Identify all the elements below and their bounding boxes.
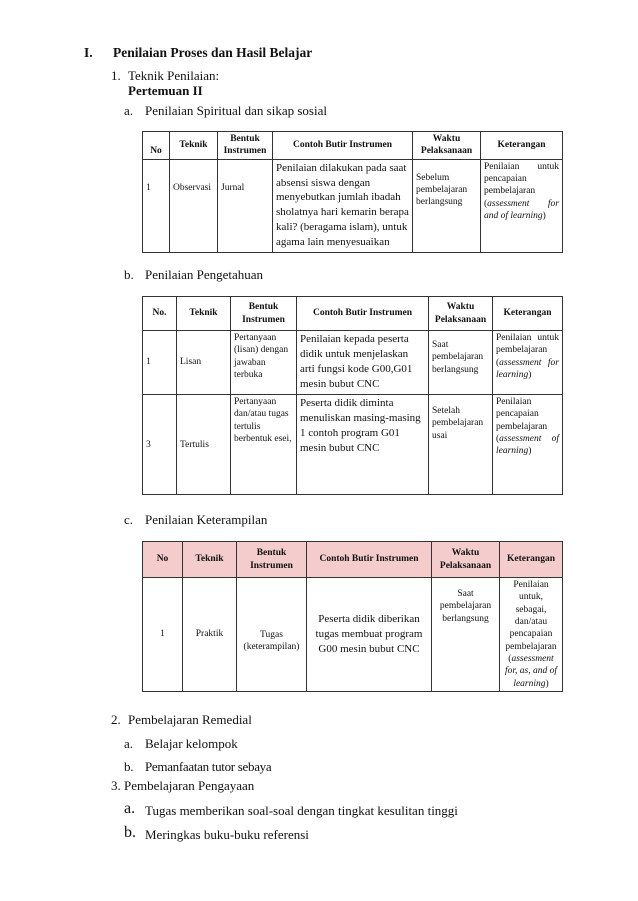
list-item-letter: b.	[124, 759, 134, 774]
col-keterangan: Keterangan	[481, 132, 563, 160]
subsection-title: Penilaian Pengetahuan	[145, 267, 264, 282]
cell-keterangan: Penilaian pencapaian pembelajaran (assessment of learning)	[493, 395, 563, 495]
subsection-title: Penilaian Keterampilan	[145, 512, 268, 527]
col-contoh: Contoh Butir Instrumen	[307, 542, 432, 578]
cell-teknik: Tertulis	[177, 395, 231, 495]
col-waktu: Waktu Pelaksanaan	[432, 542, 500, 578]
cell-teknik: Lisan	[177, 331, 231, 395]
col-teknik: Teknik	[183, 542, 237, 578]
section-number: I.	[84, 45, 93, 60]
meeting-label: Pertemuan II	[128, 83, 203, 98]
table-row	[143, 578, 563, 692]
list-item: Meringkas buku-buku referensi	[145, 827, 309, 842]
table-row	[143, 159, 563, 252]
list-item-letter: b.	[124, 824, 136, 841]
list-item: Tugas memberikan soal-soal dengan tingkat kesulitan tinggi	[145, 803, 458, 818]
cell-bentuk: Pertanyaan dan/atau tugas tertulis berbentuk esei,	[231, 395, 297, 495]
cell-no: 1	[143, 578, 183, 692]
cell-contoh: Penilaian dilakukan pada saat absensi siswa dengan menyebutkan jumlah ibadah sholatnya hari kemarin berapa kali? (beragama islam), untuk agama lain menyesuaikan	[273, 159, 413, 252]
cell-bentuk: Jurnal	[218, 159, 273, 252]
cell-waktu: Sebelum pembelajaran berlangsung	[413, 159, 481, 252]
cell-teknik: Observasi	[170, 159, 218, 252]
subsection-title: Penilaian Spiritual dan sikap sosial	[145, 103, 327, 118]
item-number: 3.	[111, 778, 121, 793]
col-no: No.	[143, 297, 177, 331]
cell-waktu: Saat pembelajaran berlangsung	[429, 331, 493, 395]
col-keterangan: Keterangan	[500, 542, 563, 578]
col-waktu: Waktu Pelaksanaan	[429, 297, 493, 331]
col-no: No	[143, 132, 170, 160]
subsection-letter: c.	[124, 512, 134, 527]
cell-waktu: Setelah pembelajaran usai	[429, 395, 493, 495]
item-label: Teknik Penilaian:	[128, 68, 220, 83]
cell-keterangan: Penilaian untuk pembelajaran (assessment for learning)	[493, 331, 563, 395]
pengayaan-title: Pembelajaran Pengayaan	[124, 778, 255, 793]
cell-contoh: Peserta didik diminta menuliskan masing-masing 1 contoh program G01 mesin bubut CNC	[297, 395, 429, 495]
cell-bentuk: Tugas (keterampilan)	[237, 578, 307, 692]
list-item-letter: a.	[124, 736, 134, 751]
col-waktu: Waktu Pelaksanaan	[413, 132, 481, 160]
col-teknik: Teknik	[170, 132, 218, 160]
cell-no: 1	[143, 331, 177, 395]
list-item: Pemanfaatan tutor sebaya	[145, 759, 272, 774]
pengetahuan-table	[142, 296, 563, 495]
keterampilan-table	[142, 541, 563, 692]
col-keterangan: Keterangan	[493, 297, 563, 331]
cell-bentuk: Pertanyaan (lisan) dengan jawaban terbuka	[231, 331, 297, 395]
col-no: No	[143, 542, 183, 578]
subsection-letter: b.	[124, 267, 134, 282]
spiritual-table	[142, 131, 563, 253]
cell-keterangan: Penilaian untuk pencapaian pembelajaran (assessment for and of learning)	[481, 159, 563, 252]
cell-no: 3	[143, 395, 177, 495]
col-contoh: Contoh Butir Instrumen	[297, 297, 429, 331]
cell-waktu: Saat pembelajaran berlangsung	[432, 578, 500, 692]
cell-no: 1	[143, 159, 170, 252]
cell-teknik: Praktik	[183, 578, 237, 692]
remedial-title: Pembelajaran Remedial	[128, 712, 252, 727]
col-bentuk: Bentuk Instrumen	[237, 542, 307, 578]
cell-contoh: Peserta didik diberikan tugas membuat program G00 mesin bubut CNC	[307, 578, 432, 692]
table-row	[143, 395, 563, 495]
list-item: Belajar kelompok	[145, 736, 238, 751]
item-number: 1.	[111, 68, 121, 83]
col-contoh: Contoh Butir Instrumen	[273, 132, 413, 160]
cell-contoh: Penilaian kepada peserta didik untuk menjelaskan arti fungsi kode G00,G01 mesin bubut CNC	[297, 331, 429, 395]
list-item-letter: a.	[124, 800, 136, 817]
col-teknik: Teknik	[177, 297, 231, 331]
subsection-letter: a.	[124, 103, 134, 118]
table-row	[143, 331, 563, 395]
col-bentuk: Bentuk Instrumen	[218, 132, 273, 160]
cell-keterangan: Penilaian untuk, sebagai, dan/atau pencapaian pembelajaran (assessment for, as, and of learning)	[500, 578, 563, 692]
section-title: Penilaian Proses dan Hasil Belajar	[113, 45, 313, 60]
item-number: 2.	[111, 712, 121, 727]
col-bentuk: Bentuk Instrumen	[231, 297, 297, 331]
